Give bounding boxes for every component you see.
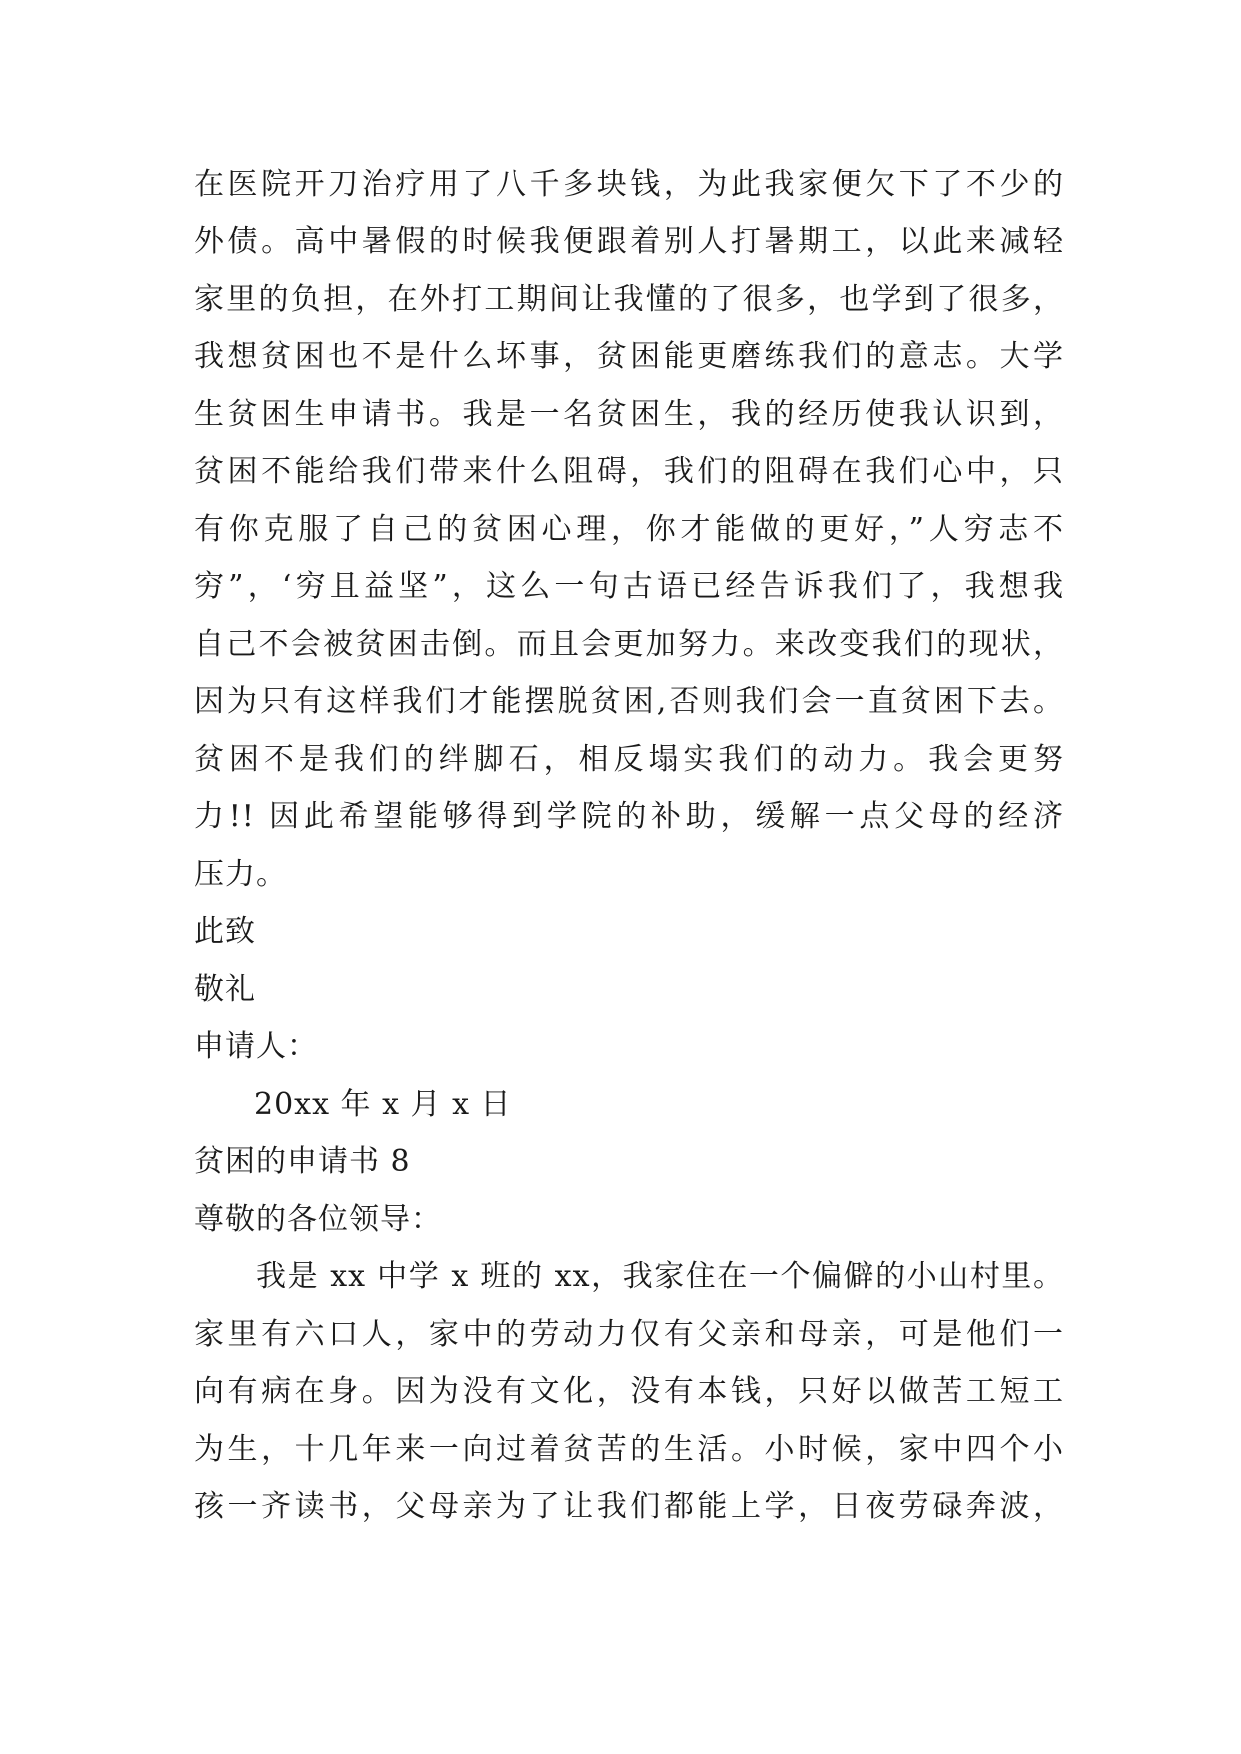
paragraph-line: 因为只有这样我们才能摆脱贫困,否则我们会一直贫困下去。 [194, 684, 1064, 719]
paragraph-line: 孩一齐读书，父母亲为了让我们都能上学，日夜劳碌奔波， [194, 1489, 1064, 1524]
paragraph-line: 我是 xx 中学 x 班的 xx，我家住在一个偏僻的小山村里。 [256, 1259, 1064, 1294]
paragraph-line: 家里的负担，在外打工期间让我懂的了很多，也学到了很多， [194, 282, 1064, 317]
paragraph-line: 在医院开刀治疗用了八千多块钱，为此我家便欠下了不少的 [194, 167, 1064, 202]
paragraph-line: 穷”，‘穷且益坚”，这么一句古语已经告诉我们了，我想我 [194, 569, 1064, 604]
paragraph-line: 外债。高中暑假的时候我便跟着别人打暑期工，以此来减轻 [194, 224, 1064, 259]
paragraph-line: 生贫困生申请书。我是一名贫困生，我的经历使我认识到， [194, 397, 1064, 432]
paragraph-line: 贫困不能给我们带来什么阻碍，我们的阻碍在我们心中，只 [194, 454, 1064, 489]
paragraph-line: 我想贫困也不是什么坏事，贫困能更磨练我们的意志。大学 [194, 339, 1064, 374]
letter-title: 贫困的申请书 8 [194, 1144, 411, 1179]
paragraph-line: 贫困不是我们的绊脚石，相反塌实我们的动力。我会更努 [194, 742, 1064, 777]
salute-text: 敬礼 [194, 972, 256, 1007]
paragraph-line: 为生，十几年来一向过着贫苦的生活。小时候，家中四个小 [194, 1432, 1064, 1467]
paragraph-line: 家里有六口人，家中的劳动力仅有父亲和母亲，可是他们一 [194, 1317, 1064, 1352]
paragraph-line: 压力。 [194, 857, 287, 892]
date-text: 20xx 年 x 月 x 日 [254, 1087, 512, 1122]
paragraph-line: 自己不会被贫困击倒。而且会更加努力。来改变我们的现状， [194, 627, 1064, 662]
paragraph-line: 有你克服了自己的贫困心理，你才能做的更好，”人穷志不 [194, 512, 1064, 547]
greeting-text: 尊敬的各位领导： [194, 1202, 442, 1237]
applicant-label: 申请人： [194, 1029, 318, 1064]
closing-text: 此致 [194, 914, 256, 949]
paragraph-line: 向有病在身。因为没有文化，没有本钱，只好以做苦工短工 [194, 1374, 1064, 1409]
paragraph-line: 力!! 因此希望能够得到学院的补助，缓解一点父母的经济 [194, 799, 1064, 834]
